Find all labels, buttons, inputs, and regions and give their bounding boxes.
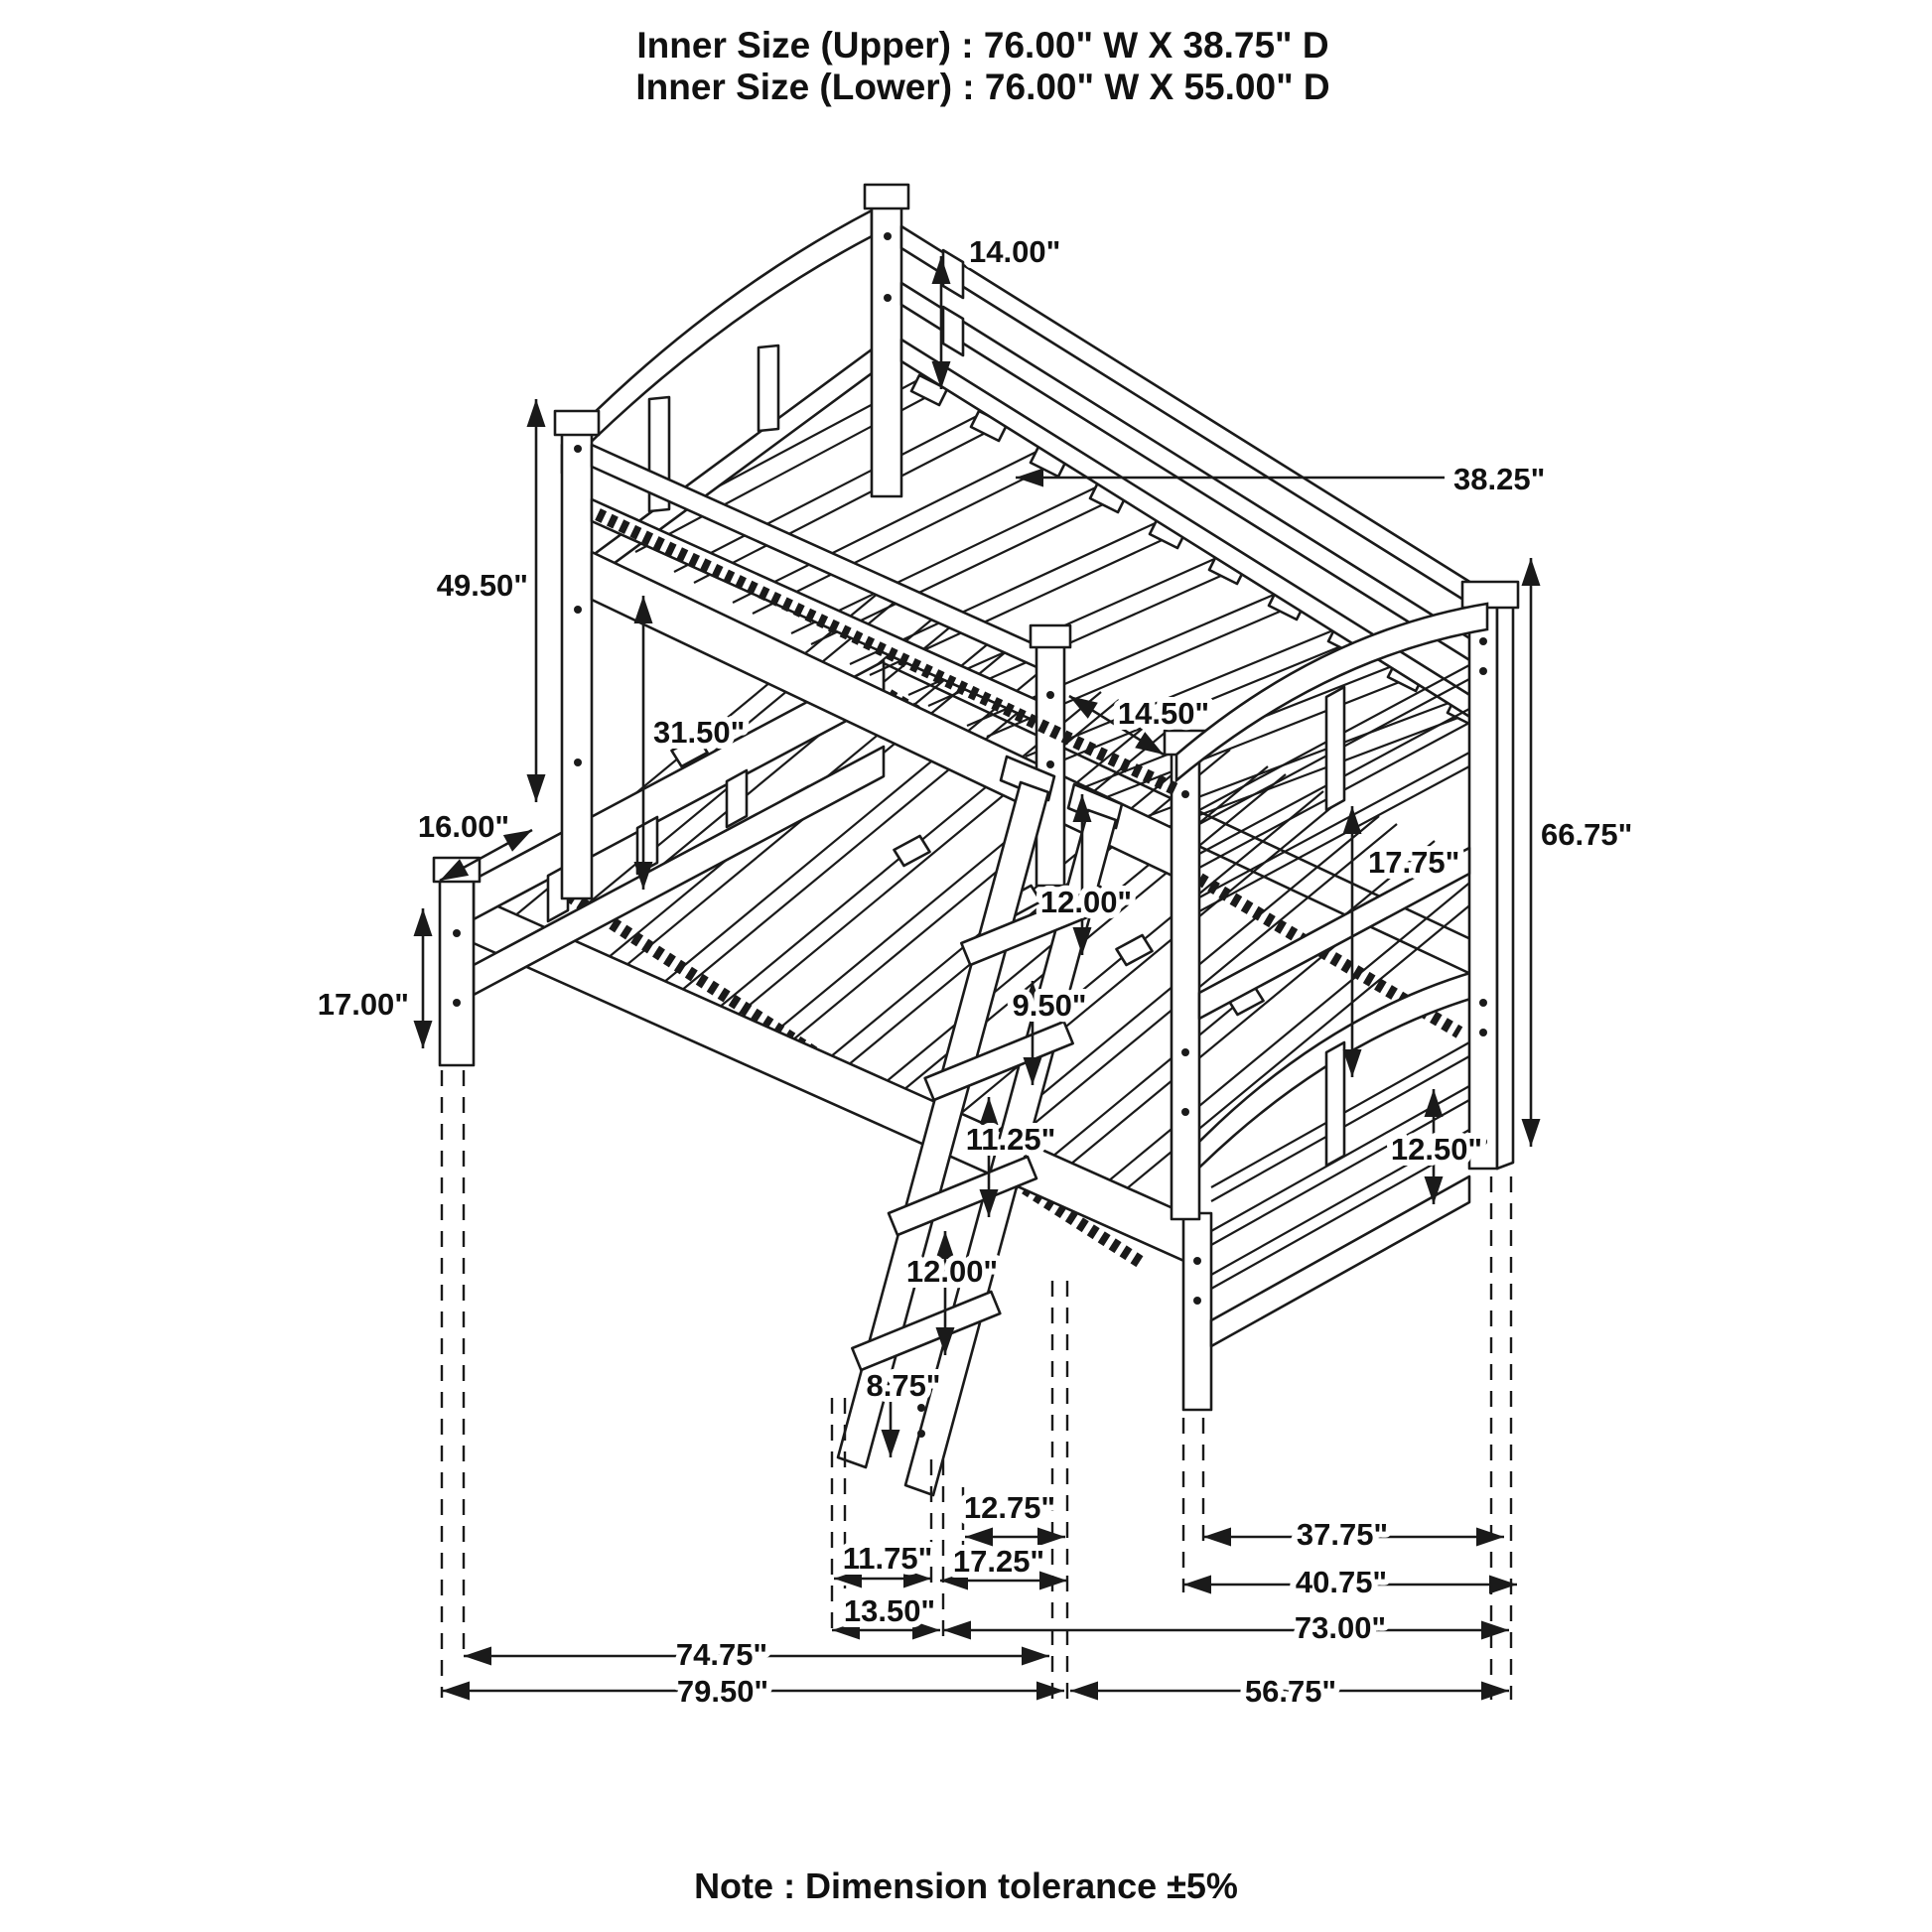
screw-hole	[574, 759, 582, 766]
label-8-75: 8.75"	[866, 1368, 941, 1403]
label-13-50: 13.50"	[843, 1593, 936, 1628]
screw-hole	[1479, 1029, 1487, 1036]
label-73-00: 73.00"	[1294, 1610, 1387, 1645]
label-56-75: 56.75"	[1244, 1674, 1337, 1709]
tolerance-note: Note : Dimension tolerance ±5%	[694, 1865, 1238, 1906]
label-37-75: 37.75"	[1296, 1517, 1389, 1552]
label-66-75: 66.75"	[1541, 817, 1633, 852]
upper-foot-rear-post-cap	[1462, 582, 1518, 608]
upper-slat-edge	[674, 413, 983, 572]
dim-37-75-arrowhead	[1203, 1528, 1231, 1547]
dim-79-50-arrowhead	[1036, 1682, 1064, 1701]
dim-66-75-arrowhead	[1522, 558, 1541, 586]
label-12-75: 12.75"	[963, 1490, 1056, 1525]
dim-11-25-arrowhead	[980, 1097, 999, 1125]
dim-40-75-arrowhead	[1183, 1576, 1211, 1594]
label-38-25: 38.25"	[1453, 462, 1546, 496]
dim-49-50-arrowhead	[527, 399, 546, 427]
label-17-00: 17.00"	[317, 987, 409, 1022]
label-17-75: 17.75"	[1368, 845, 1460, 880]
dim-73-00	[943, 1621, 1509, 1640]
screw-hole	[884, 294, 892, 302]
dim-79-50-arrowhead	[442, 1682, 470, 1701]
inner-size-lower-text: Inner Size (Lower) : 76.00" W X 55.00" D	[635, 67, 1330, 107]
dim-17-00	[414, 908, 433, 1048]
label-49-50: 49.50"	[436, 568, 528, 603]
dim-66-75	[1522, 558, 1541, 1147]
title-block	[635, 25, 1329, 107]
dim-56-75-arrowhead	[1481, 1682, 1509, 1701]
screw-hole	[453, 929, 461, 937]
upper-head-rear-post-cap	[865, 185, 908, 208]
inner-size-upper-text: Inner Size (Upper) : 76.00" W X 38.75" D	[636, 25, 1329, 66]
label-17-25: 17.25"	[952, 1544, 1045, 1579]
dim-74-75-arrowhead	[1022, 1647, 1049, 1666]
screw-hole	[453, 999, 461, 1007]
label-14-50: 14.50"	[1117, 696, 1210, 731]
dim-56-75-arrowhead	[1070, 1682, 1098, 1701]
label-9-50: 9.50"	[1012, 988, 1087, 1023]
label-31-50: 31.50"	[653, 715, 746, 750]
dim-73-00-arrowhead	[943, 1621, 971, 1640]
dim-40-75-arrowhead	[1489, 1576, 1517, 1594]
upper-rear-spacer	[943, 307, 963, 355]
label-11-75: 11.75"	[842, 1541, 933, 1576]
dim-73-00-arrowhead	[1481, 1621, 1509, 1640]
lower-foot-mid-slat	[1326, 1042, 1344, 1166]
upper-foot-front-post	[1172, 743, 1199, 1219]
lower-front-right-leg	[1183, 1213, 1211, 1410]
dim-74-75-arrowhead	[464, 1647, 491, 1666]
lower-front-left-leg	[440, 870, 474, 1065]
upper-foot-mid-slat	[1326, 687, 1344, 810]
dim-14-50-arrowhead	[1135, 732, 1164, 755]
screw-hole	[884, 232, 892, 240]
dim-49-50	[527, 399, 546, 802]
screw-hole	[1181, 1108, 1189, 1116]
screw-hole	[574, 606, 582, 614]
dim-8-75	[882, 1402, 900, 1457]
guard-end-post-cap	[1031, 625, 1070, 647]
upper-head-slat	[759, 345, 778, 431]
dim-38-25-arrowhead	[1016, 469, 1043, 487]
lower-side-rail	[474, 896, 1197, 1267]
screw-hole	[1193, 1297, 1201, 1305]
label-16-00: 16.00"	[417, 809, 510, 844]
screw-hole	[1046, 760, 1054, 768]
screw-hole	[1181, 1048, 1189, 1056]
screw-hole	[1479, 999, 1487, 1007]
dim-17-00-arrowhead	[414, 908, 433, 936]
screw-hole	[1046, 691, 1054, 699]
label-12-00-lower: 12.00"	[905, 1254, 999, 1289]
upper-foot-rear-post	[1469, 596, 1497, 1169]
upper-head-front-post	[562, 429, 592, 898]
screw-hole	[574, 445, 582, 453]
upper-head-rear-post	[872, 203, 901, 496]
upper-head-arch	[562, 210, 872, 471]
screw-hole	[1479, 637, 1487, 645]
label-14-00: 14.00"	[969, 234, 1061, 269]
screw-hole	[1193, 1257, 1201, 1265]
screw-hole	[1479, 667, 1487, 675]
label-74-75: 74.75"	[675, 1637, 768, 1672]
label-12-00-upper: 12.00"	[1039, 885, 1133, 919]
upper-foot-rear-post-side	[1497, 588, 1513, 1169]
label-11-25: 11.25"	[965, 1122, 1056, 1157]
upper-head-front-post-cap	[555, 411, 599, 435]
dim-8-75-arrowhead	[882, 1430, 900, 1457]
lower-head-slat	[727, 770, 747, 827]
label-40-75: 40.75"	[1295, 1565, 1388, 1599]
screw-hole	[1181, 790, 1189, 798]
label-79-50: 79.50"	[676, 1674, 769, 1709]
label-12-50: 12.50"	[1390, 1132, 1483, 1167]
dim-66-75-arrowhead	[1522, 1119, 1541, 1147]
dim-17-00-arrowhead	[414, 1021, 433, 1048]
screw-hole	[917, 1404, 925, 1412]
dim-49-50-arrowhead	[527, 774, 546, 802]
screw-hole	[917, 1430, 925, 1438]
dim-17-75-arrowhead	[1343, 1049, 1362, 1077]
